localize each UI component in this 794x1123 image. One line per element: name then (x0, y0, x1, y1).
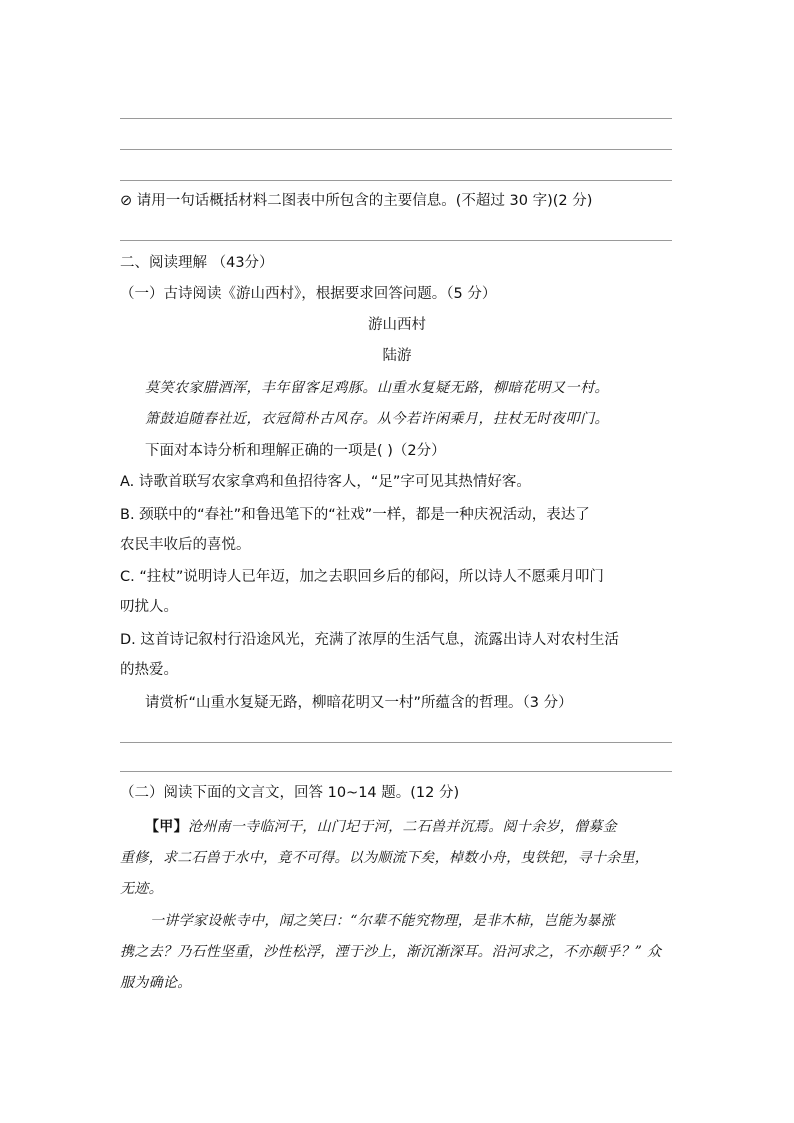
classical-text: 沧州南一寺临河干，山门圮于河，二石兽并沉焉。阅十余岁，僧募金 (187, 819, 617, 835)
poem-line: 箫鼓追随春社近，衣冠简朴古风存。从今若许闲乘月，拄杖无时夜叩门。 (145, 411, 609, 427)
part-heading: （二）阅读下面的文言文，回答 10~14 题。(12 分) (120, 785, 460, 801)
answer-line (120, 149, 672, 150)
part-heading: （一）古诗阅读《游山西村》，根据要求回答问题。（5 分） (120, 286, 497, 302)
classical-line: 服为确论。 (120, 975, 192, 991)
poem-title: 游山西村 (368, 317, 426, 333)
passage-label: 【甲】 (145, 819, 188, 835)
option-d: D. 这首诗记叙村行沿途风光，充满了浓厚的生活气息，流露出诗人对农村生活 (120, 632, 619, 648)
classical-line: 无迹。 (120, 881, 163, 897)
option-d-continued: 的热爱。 (120, 662, 178, 678)
poem-author: 陆游 (382, 348, 412, 364)
option-b: B. 颈联中的“春社”和鲁迅笔下的“社戏”一样，都是一种庆祝活动，表达了 (120, 507, 590, 523)
answer-line (120, 742, 672, 743)
answer-line (120, 771, 672, 772)
option-c: C. “拄杖”说明诗人已年迈，加之去职回乡后的郁闷，所以诗人不愿乘月叩门 (120, 569, 604, 585)
answer-line (120, 118, 672, 119)
question-summary: ⊘ 请用一句话概括材料二图表中所包含的主要信息。(不超过 30 字)(2 分) (120, 193, 593, 209)
poem-line: 莫笑农家腊酒浑，丰年留客足鸡豚。山重水复疑无路，柳暗花明又一村。 (145, 380, 609, 396)
answer-line (120, 240, 672, 241)
classical-line (145, 817, 617, 837)
section-heading: 二、阅读理解 （43分） (120, 255, 274, 271)
option-a: A. 诗歌首联写农家拿鸡和鱼招待客人，“足”字可见其热情好客。 (120, 474, 531, 490)
option-b-continued: 农民丰收后的喜悦。 (120, 537, 251, 553)
classical-line: 重修，求二石兽于水中，竟不可得。以为顺流下矣，棹数小舟，曳铁钯，寻十余里， (120, 850, 650, 866)
question-appreciate: 请赏析“山重水复疑无路，柳暗花明又一村”所蕴含的哲理。（3 分） (145, 695, 573, 711)
option-c-continued: 叨扰人。 (120, 599, 178, 615)
classical-line: 携之去？乃石性坚重，沙性松浮，湮于沙上，渐沉渐深耳。沿河求之，不亦颠乎？” 众 (120, 944, 662, 960)
question-choice: 下面对本诗分析和理解正确的一项是( )（2分） (145, 443, 446, 459)
classical-line: 一讲学家设帐寺中，闻之笑曰：“尔辈不能究物理，是非木柿，岂能为暴涨 (150, 913, 616, 929)
answer-line (120, 180, 672, 181)
